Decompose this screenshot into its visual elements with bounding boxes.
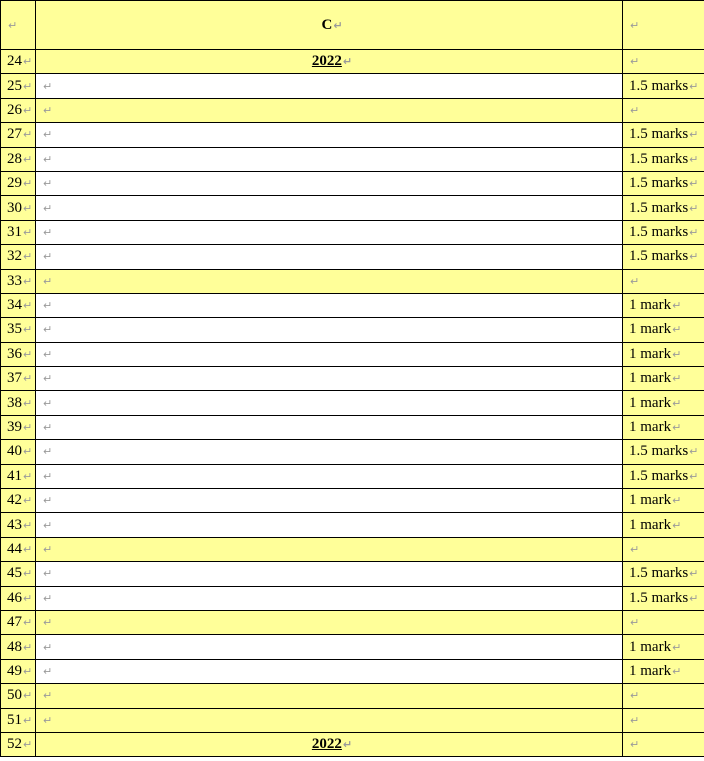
paragraph-mark-icon: ↵ <box>689 225 699 239</box>
paragraph-mark-icon: ↵ <box>630 18 640 32</box>
marks-cell[interactable] <box>623 74 704 98</box>
paragraph-mark-icon: ↵ <box>43 469 53 483</box>
table-row <box>1 318 704 342</box>
row-number: 28 <box>7 150 22 167</box>
row-number: 30 <box>7 199 22 216</box>
paragraph-mark-icon: ↵ <box>23 299 33 313</box>
table-row <box>1 293 704 317</box>
row-number-cell[interactable] <box>1 171 36 195</box>
marks-cell[interactable] <box>623 562 704 586</box>
row-number: 47 <box>7 614 22 631</box>
paragraph-mark-icon: ↵ <box>43 421 53 435</box>
paragraph-mark-icon: ↵ <box>630 274 640 288</box>
marks-cell[interactable] <box>623 391 704 415</box>
paragraph-mark-icon: ↵ <box>630 738 640 752</box>
row-number-cell[interactable] <box>1 732 36 756</box>
paragraph-mark-icon: ↵ <box>43 79 53 93</box>
row-number-cell[interactable] <box>1 269 36 293</box>
paragraph-mark-icon: ↵ <box>8 18 18 32</box>
table-row <box>1 415 704 439</box>
marks-cell[interactable] <box>623 708 704 732</box>
row-number: 32 <box>7 248 22 265</box>
row-number-cell[interactable] <box>1 586 36 610</box>
paragraph-mark-icon: ↵ <box>23 323 33 337</box>
table-row <box>1 610 704 634</box>
paragraph-mark-icon: ↵ <box>43 591 53 605</box>
marks-cell[interactable] <box>623 489 704 513</box>
row-number-cell[interactable] <box>1 342 36 366</box>
paragraph-mark-icon: ↵ <box>630 616 640 630</box>
row-number: 49 <box>7 662 22 679</box>
answer-cell[interactable] <box>36 586 623 610</box>
row-number-cell[interactable] <box>1 659 36 683</box>
marks-value: 1 mark <box>629 516 672 533</box>
marks-value: 1.5 marks <box>629 150 689 167</box>
row-number: 44 <box>7 541 22 557</box>
table-row <box>1 147 704 171</box>
row-number-cell[interactable] <box>1 391 36 415</box>
table-row <box>1 171 704 195</box>
table-row <box>1 245 704 269</box>
paragraph-mark-icon: ↵ <box>23 103 33 117</box>
marks-cell[interactable] <box>623 367 704 391</box>
row-number: 33 <box>7 272 22 289</box>
paragraph-mark-icon: ↵ <box>672 323 682 337</box>
row-number-cell[interactable] <box>1 293 36 317</box>
paragraph-mark-icon: ↵ <box>23 567 33 581</box>
marks-value: 1.5 marks <box>629 77 689 94</box>
paragraph-mark-icon: ↵ <box>630 543 640 556</box>
row-number: 24 <box>7 53 22 70</box>
row-number: 39 <box>7 419 22 436</box>
paragraph-mark-icon: ↵ <box>23 713 33 727</box>
paragraph-mark-icon: ↵ <box>43 567 53 581</box>
table-row <box>1 440 704 464</box>
answer-cell[interactable] <box>36 659 623 683</box>
table-row <box>1 367 704 391</box>
row-number-cell[interactable] <box>1 440 36 464</box>
row-number-cell[interactable] <box>1 74 36 98</box>
marks-value: 1.5 marks <box>629 467 689 484</box>
paragraph-mark-icon: ↵ <box>43 543 53 556</box>
marks-value: 1.5 marks <box>629 248 689 265</box>
answer-cell[interactable] <box>36 708 623 732</box>
marks-cell[interactable] <box>623 147 704 171</box>
marks-cell[interactable] <box>623 220 704 244</box>
row-number-cell[interactable] <box>1 464 36 488</box>
paragraph-mark-icon: ↵ <box>672 421 682 435</box>
row-number-cell[interactable] <box>1 318 36 342</box>
answer-cell[interactable] <box>36 318 623 342</box>
row-number: 29 <box>7 175 22 192</box>
header-number-cell[interactable] <box>1 1 36 50</box>
table-row <box>1 489 704 513</box>
paragraph-mark-icon: ↵ <box>23 79 33 93</box>
marks-cell[interactable] <box>623 684 704 708</box>
row-number-cell[interactable] <box>1 562 36 586</box>
paragraph-mark-icon: ↵ <box>23 445 33 459</box>
row-number: 42 <box>7 492 22 509</box>
marks-cell[interactable] <box>623 513 704 537</box>
paragraph-mark-icon: ↵ <box>672 299 682 313</box>
row-number-cell[interactable] <box>1 367 36 391</box>
paragraph-mark-icon: ↵ <box>23 55 33 69</box>
row-number: 50 <box>7 687 22 704</box>
paragraph-mark-icon: ↵ <box>23 689 33 703</box>
answer-cell[interactable] <box>36 440 623 464</box>
marks-cell[interactable] <box>623 464 704 488</box>
table-row <box>1 732 704 756</box>
marks-value: 1.5 marks <box>629 175 689 192</box>
table-row <box>1 464 704 488</box>
marks-cell[interactable] <box>623 171 704 195</box>
row-number: 51 <box>7 711 22 728</box>
paragraph-mark-icon: ↵ <box>689 567 699 581</box>
row-number: 43 <box>7 516 22 533</box>
marks-value: 1.5 marks <box>629 565 689 582</box>
row-number: 35 <box>7 321 22 338</box>
answer-cell[interactable] <box>36 489 623 513</box>
marks-value: 1 mark <box>629 638 672 655</box>
paragraph-mark-icon: ↵ <box>672 372 682 386</box>
marks-value: 1.5 marks <box>629 223 689 240</box>
paragraph-mark-icon: ↵ <box>630 103 640 117</box>
table-row <box>1 50 704 74</box>
table-row <box>1 98 704 122</box>
marks-cell[interactable] <box>623 123 704 147</box>
paragraph-mark-icon: ↵ <box>23 177 33 191</box>
marks-cell[interactable] <box>623 293 704 317</box>
row-number: 36 <box>7 345 22 362</box>
paragraph-mark-icon: ↵ <box>23 591 33 605</box>
marks-cell[interactable] <box>623 635 704 659</box>
paragraph-mark-icon: ↵ <box>43 299 53 313</box>
row-number-cell[interactable] <box>1 50 36 74</box>
row-number: 48 <box>7 638 22 655</box>
paragraph-mark-icon: ↵ <box>23 494 33 508</box>
answer-cell[interactable] <box>36 269 623 293</box>
paragraph-mark-icon: ↵ <box>43 372 53 386</box>
paragraph-mark-icon: ↵ <box>630 689 640 703</box>
answer-cell[interactable] <box>36 367 623 391</box>
marks-cell[interactable] <box>623 732 704 756</box>
paragraph-mark-icon: ↵ <box>23 201 33 215</box>
marks-cell[interactable] <box>623 196 704 220</box>
marks-cell[interactable] <box>623 537 704 561</box>
marks-value: 1 mark <box>629 394 672 411</box>
marks-cell[interactable] <box>623 342 704 366</box>
paragraph-mark-icon: ↵ <box>43 225 53 239</box>
paragraph-mark-icon: ↵ <box>43 445 53 459</box>
paragraph-mark-icon: ↵ <box>43 347 53 361</box>
marks-value: 1 mark <box>629 370 672 387</box>
marks-value: 1 mark <box>629 419 672 436</box>
row-number: 27 <box>7 126 22 143</box>
paragraph-mark-icon: ↵ <box>23 640 33 654</box>
paragraph-mark-icon: ↵ <box>43 518 53 532</box>
row-number-cell[interactable] <box>1 415 36 439</box>
row-number: 41 <box>7 467 22 484</box>
table-row <box>1 391 704 415</box>
answer-cell[interactable] <box>36 171 623 195</box>
row-number-cell[interactable] <box>1 513 36 537</box>
paragraph-mark-icon: ↵ <box>342 738 353 752</box>
row-number: 37 <box>7 370 22 387</box>
answer-cell[interactable] <box>36 391 623 415</box>
paragraph-mark-icon: ↵ <box>43 103 53 117</box>
header-column-title-cell[interactable] <box>36 1 623 50</box>
paragraph-mark-icon: ↵ <box>23 543 33 556</box>
paragraph-mark-icon: ↵ <box>43 689 53 703</box>
paragraph-mark-icon: ↵ <box>43 713 53 727</box>
paragraph-mark-icon: ↵ <box>43 201 53 215</box>
paragraph-mark-icon: ↵ <box>23 274 33 288</box>
marks-value: 1.5 marks <box>629 443 689 460</box>
paragraph-mark-icon: ↵ <box>672 664 682 678</box>
answer-cell[interactable] <box>36 537 623 561</box>
paragraph-mark-icon: ↵ <box>672 494 682 508</box>
row-number-cell[interactable] <box>1 684 36 708</box>
paragraph-mark-icon: ↵ <box>23 396 33 410</box>
paragraph-mark-icon: ↵ <box>23 738 33 752</box>
header-row <box>1 1 704 50</box>
paragraph-mark-icon: ↵ <box>23 347 33 361</box>
answer-cell[interactable] <box>36 74 623 98</box>
table-row <box>1 562 704 586</box>
row-number-cell[interactable] <box>1 489 36 513</box>
table-row <box>1 74 704 98</box>
marks-cell[interactable] <box>623 610 704 634</box>
table-row <box>1 659 704 683</box>
marks-value: 1.5 marks <box>629 126 689 143</box>
marks-value: 1 mark <box>629 297 672 314</box>
marks-value: 1.5 marks <box>629 199 689 216</box>
paragraph-mark-icon: ↵ <box>689 177 699 191</box>
row-number: 26 <box>7 101 22 118</box>
answer-cell[interactable] <box>36 293 623 317</box>
paragraph-mark-icon: ↵ <box>23 518 33 532</box>
row-number: 45 <box>7 565 22 582</box>
row-number: 46 <box>7 589 22 606</box>
paragraph-mark-icon: ↵ <box>689 591 699 605</box>
answer-cell[interactable] <box>36 245 623 269</box>
table-row <box>1 537 704 561</box>
table-row <box>1 342 704 366</box>
row-number: 38 <box>7 394 22 411</box>
row-number-cell[interactable] <box>1 708 36 732</box>
answer-cell[interactable] <box>36 610 623 634</box>
marks-cell[interactable] <box>623 318 704 342</box>
marks-cell[interactable] <box>623 586 704 610</box>
marks-value: 1 mark <box>629 345 672 362</box>
paragraph-mark-icon: ↵ <box>43 323 53 337</box>
paragraph-mark-icon: ↵ <box>689 152 699 166</box>
table-row <box>1 684 704 708</box>
paragraph-mark-icon: ↵ <box>630 55 640 69</box>
table-row <box>1 269 704 293</box>
row-number-cell[interactable] <box>1 610 36 634</box>
marks-value: 1 mark <box>629 321 672 338</box>
table-row <box>1 586 704 610</box>
paragraph-mark-icon: ↵ <box>23 421 33 435</box>
paragraph-mark-icon: ↵ <box>43 616 53 630</box>
paragraph-mark-icon: ↵ <box>43 152 53 166</box>
paragraph-mark-icon: ↵ <box>333 18 343 32</box>
paragraph-mark-icon: ↵ <box>342 55 353 69</box>
marks-cell[interactable] <box>623 269 704 293</box>
paragraph-mark-icon: ↵ <box>43 664 53 678</box>
row-number: 34 <box>7 297 22 314</box>
answer-cell[interactable] <box>36 147 623 171</box>
answer-cell[interactable] <box>36 635 623 659</box>
table-row <box>1 123 704 147</box>
paragraph-mark-icon: ↵ <box>43 177 53 191</box>
paragraph-mark-icon: ↵ <box>23 225 33 239</box>
table-row <box>1 220 704 244</box>
paragraph-mark-icon: ↵ <box>672 396 682 410</box>
marks-cell[interactable] <box>623 440 704 464</box>
paragraph-mark-icon: ↵ <box>43 640 53 654</box>
answer-cell[interactable] <box>36 513 623 537</box>
paragraph-mark-icon: ↵ <box>23 250 33 264</box>
paragraph-mark-icon: ↵ <box>689 79 699 93</box>
marks-value: 1 mark <box>629 492 672 509</box>
row-number: 25 <box>7 77 22 94</box>
answer-cell[interactable] <box>36 50 623 74</box>
marks-value: 1 mark <box>629 662 672 679</box>
paragraph-mark-icon: ↵ <box>43 128 53 142</box>
paragraph-mark-icon: ↵ <box>43 274 53 288</box>
paragraph-mark-icon: ↵ <box>689 201 699 215</box>
paragraph-mark-icon: ↵ <box>43 396 53 410</box>
table-row <box>1 635 704 659</box>
paragraph-mark-icon: ↵ <box>43 494 53 508</box>
paragraph-mark-icon: ↵ <box>672 518 682 532</box>
header-marks-cell[interactable] <box>623 1 704 50</box>
answer-cell[interactable] <box>36 464 623 488</box>
table-row <box>1 708 704 732</box>
row-number-cell[interactable] <box>1 196 36 220</box>
marks-cell[interactable] <box>623 245 704 269</box>
marks-cell[interactable] <box>623 50 704 74</box>
row-number-cell[interactable] <box>1 635 36 659</box>
paragraph-mark-icon: ↵ <box>689 250 699 264</box>
answer-cell[interactable] <box>36 196 623 220</box>
marks-value: 1.5 marks <box>629 589 689 606</box>
row-number-cell[interactable] <box>1 123 36 147</box>
answer-cell[interactable] <box>36 98 623 122</box>
paragraph-mark-icon: ↵ <box>23 128 33 142</box>
answer-cell[interactable] <box>36 415 623 439</box>
answer-cell[interactable] <box>36 732 623 756</box>
paragraph-mark-icon: ↵ <box>630 713 640 727</box>
table-row <box>1 196 704 220</box>
paragraph-mark-icon: ↵ <box>23 469 33 483</box>
answer-cell[interactable] <box>36 562 623 586</box>
marks-cell[interactable] <box>623 659 704 683</box>
paragraph-mark-icon: ↵ <box>23 372 33 386</box>
row-number: 52 <box>7 736 22 753</box>
marks-cell[interactable] <box>623 415 704 439</box>
row-number: 40 <box>7 443 22 460</box>
year-label: 2022 <box>311 53 342 70</box>
row-number-cell[interactable] <box>1 245 36 269</box>
table-row <box>1 513 704 537</box>
answer-cell[interactable] <box>36 220 623 244</box>
paragraph-mark-icon: ↵ <box>689 469 699 483</box>
row-number-cell[interactable] <box>1 98 36 122</box>
answer-cell[interactable] <box>36 123 623 147</box>
row-number: 31 <box>7 223 22 240</box>
marks-cell[interactable] <box>623 98 704 122</box>
paragraph-mark-icon: ↵ <box>23 152 33 166</box>
paragraph-mark-icon: ↵ <box>689 445 699 459</box>
row-number-cell[interactable] <box>1 147 36 171</box>
year-label: 2022 <box>311 736 342 753</box>
row-number-cell[interactable] <box>1 537 36 561</box>
row-number-cell[interactable] <box>1 220 36 244</box>
answer-cell[interactable] <box>36 342 623 366</box>
paragraph-mark-icon: ↵ <box>23 664 33 678</box>
paragraph-mark-icon: ↵ <box>672 640 682 654</box>
answer-cell[interactable] <box>36 684 623 708</box>
column-letter: C <box>321 16 333 33</box>
paragraph-mark-icon: ↵ <box>689 128 699 142</box>
paragraph-mark-icon: ↵ <box>43 250 53 264</box>
paragraph-mark-icon: ↵ <box>672 347 682 361</box>
paragraph-mark-icon: ↵ <box>23 616 33 630</box>
